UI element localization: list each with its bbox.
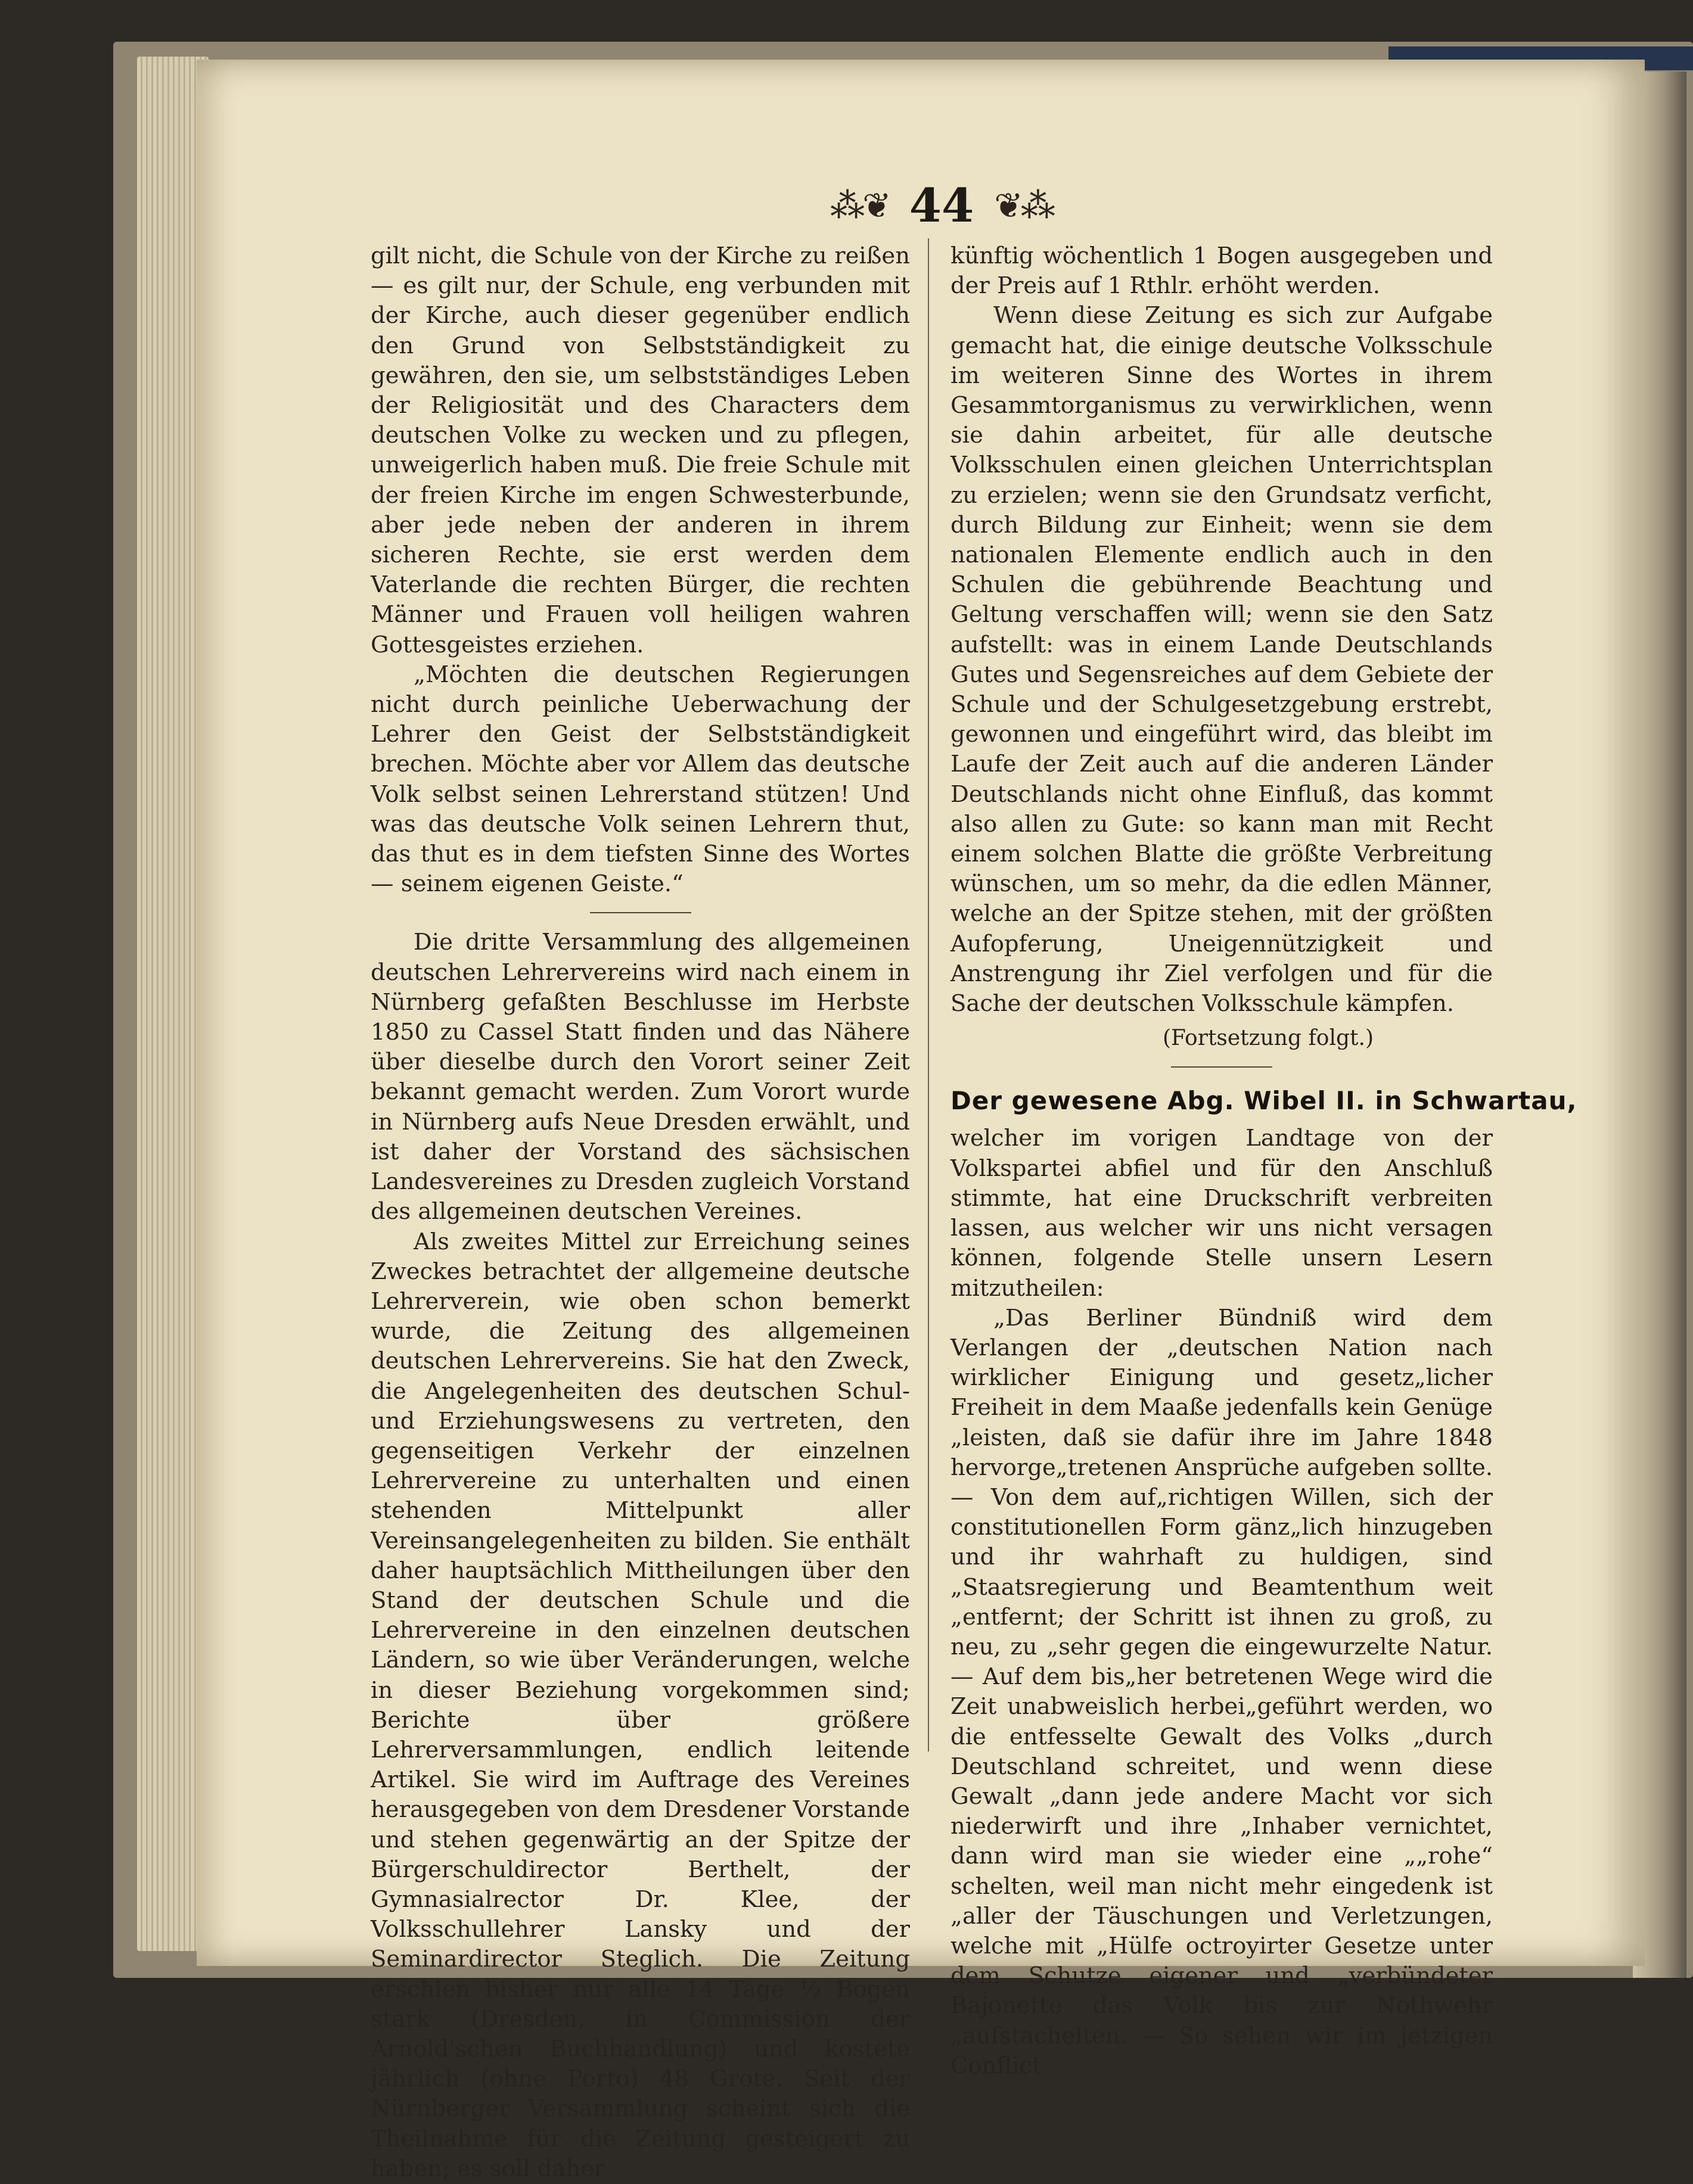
section-separator (1171, 1066, 1272, 1068)
paragraph: Die dritte Versammlung des allgemeinen deutschen Lehrervereins wird nach einem in Nürnberg gefaßten Beschlusse im Herbste 1850 zu Cassel Statt finden und das Nähere über dieselbe durch den Vorort seiner Zeit bekannt gemacht werden. Zum Vorort wurde in Nürnberg aufs Neue Dresden erwählt, und ist daher der Vorstand des sächsischen Landesvereines zu Dresden zugleich Vorstand des allgemeinen deutschen Vereines. (371, 928, 910, 1227)
page-number: 44 (909, 179, 974, 233)
section-separator (590, 912, 691, 913)
paragraph: „Möchten die deutschen Regierungen nicht durch peinliche Ueberwachung der Lehrer den Geist der Selbstständigkeit brechen. Möchte aber vor Allem das deutsche Volk selbst seinen Lehrerstand stützen! Und was das deutsche Volk seinen Lehrern thut, das thut es in dem tiefsten Sinne des Wortes — seinem eigenen Geiste.“ (371, 660, 910, 900)
page-header (802, 179, 1082, 232)
paragraph: Wenn diese Zeitung es sich zur Aufgabe gemacht hat, die einige deutsche Volksschule im weiteren Sinne des Wortes in ihrem Gesammtorganismus zu verwirklichen, wenn sie dahin arbeitet, für alle deutsche Volksschulen einen gleichen Unterrichtsplan zu erzielen; wenn sie den Grundsatz verficht, durch Bildung zur Einheit; wenn sie dem nationalen Elemente endlich auch in den Schulen die gebührende Beachtung und Geltung verschaffen will; wenn sie den Satz aufstellt: was in einem Lande Deutschlands Gutes und Segensreiches auf dem Gebiete der Schule und der Schulgesetzgebung erstrebt, gewonnen und eingeführt wird, das bleibt im Laufe der Zeit auch auf die anderen Länder Deutschlands nicht ohne Einfluß, das kommt also allen zu Gute: so kann man mit Recht einem solchen Blatte die größte Verbreitung wünschen, um so mehr, da die edlen Männer, welche an der Spitze stehen, mit der größten Aufopferung, Uneigennützigkeit und Anstrengung ihr Ziel verfolgen und für die Sache der deutschen Volksschule kämpfen. (950, 301, 1493, 1019)
right-column (950, 241, 1493, 2081)
column-divider (928, 238, 929, 1751)
ornament-right-icon: ❦⁂ (994, 185, 1053, 226)
article-heading: Der gewesene Abg. Wibel II. in Schwartau, (950, 1083, 1493, 1119)
left-column (371, 241, 910, 2184)
paragraph: gilt nicht, die Schule von der Kirche zu reißen — es gilt nur, der Schule, eng verbunden mit der Kirche, auch dieser gegenüber endlich den Grund von Selbstständigkeit zu gewähren, den sie, um selbstständiges Leben der Religiosität und des Characters dem deutschen Volke zu wecken und zu pflegen, unweigerlich haben muß. Die freie Schule mit der freien Kirche im engen Schwesterbunde, aber jede neben der anderen in ihrem sicheren Rechte, sie erst werden dem Vaterlande die rechten Bürger, die rechten Männer und Frauen voll heiligen wahren Gottesgeistes erziehen. (371, 241, 910, 660)
quoted-paragraph: „Das Berliner Bündniß wird dem Verlangen der „deutschen Nation nach wirklicher Einigung und gesetz„licher Freiheit in dem Maaße jedenfalls kein Genüge „leisten, daß sie dafür ihre im Jahre 1848 hervorge„tretenen Ansprüche aufgeben sollte. — Von dem auf„richtigen Willen, sich der constitutionellen Form gänz„lich hinzugeben und ihr wahrhaft zu huldigen, sind „Staatsregierung und Beamtenthum weit „entfernt; der Schritt ist ihnen zu groß, zu neu, zu „sehr gegen die eingewurzelte Natur. — Auf dem bis„her betretenen Wege wird die Zeit unabweislich herbei„geführt werden, wo die entfesselte Gewalt des Volks „durch Deutschland schreitet, und wenn diese Gewalt „dann jede andere Macht vor sich niederwirft und ihre „Inhaber vernichtet, dann wird man sie wieder eine „„rohe“ schelten, weil man nicht mehr eingedenk ist „aller der Täuschungen und Verletzungen, welche mit „Hülfe octroyirter Gesetze unter dem Schutze eigener und „verbündeter Bajonette das Volk bis zur Nothwehr „aufstachelten. — So sehen wir im jetzigen Conflict (950, 1303, 1493, 2081)
ornament-left-icon: ⁂❦ (830, 185, 889, 226)
continuation-note: (Fortsetzung folgt.) (950, 1023, 1493, 1053)
paragraph: Als zweites Mittel zur Erreichung seines Zweckes betrachtet der allgemeine deutsche Lehrerverein, wie oben schon bemerkt wurde, die Zeitung des allgemeinen deutschen Lehrervereins. Sie hat den Zweck, die Angelegenheiten des deutschen Schul- und Erziehungswesens zu vertreten, den gegenseitigen Verkehr der einzelnen Lehrervereine zu unterhalten und einen stehenden Mittelpunkt aller Vereinsangelegenheiten zu bilden. Sie enthält daher hauptsächlich Mittheilungen über den Stand der deutschen Schule und die Lehrervereine in den einzelnen deutschen Ländern, so wie über Veränderungen, welche in dieser Beziehung vorgekommen sind; Berichte über größere Lehrerversammlungen, endlich leitende Artikel. Sie wird im Auftrage des Vereines herausgegeben von dem Dresdener Vorstande und stehen gegenwärtig an der Spitze der Bürgerschuldirector Berthelt, der Gymnasialrector Dr. Klee, der Volksschullehrer Lansky und der Seminardirector Steglich. Die Zeitung erschien bisher nur alle 14 Tage ½ Bogen stark (Dresden, in Commission der Arnold'schen Buchhandlung) und kostete jährlich (ohne Porto) 48 Grote. Seit der Nürnberger Versammlung scheint sich die Theilnahme für die Zeitung gesteigert zu haben; es soll daher (371, 1227, 910, 2184)
paragraph: welcher im vorigen Landtage von der Volkspartei abfiel und für den Anschluß stimmte, hat eine Druckschrift verbreiten lassen, aus welcher wir uns nicht versagen können, folgende Stelle unsern Lesern mitzutheilen: (950, 1124, 1493, 1303)
paragraph: künftig wöchentlich 1 Bogen ausgegeben und der Preis auf 1 Rthlr. erhöht werden. (950, 241, 1493, 301)
